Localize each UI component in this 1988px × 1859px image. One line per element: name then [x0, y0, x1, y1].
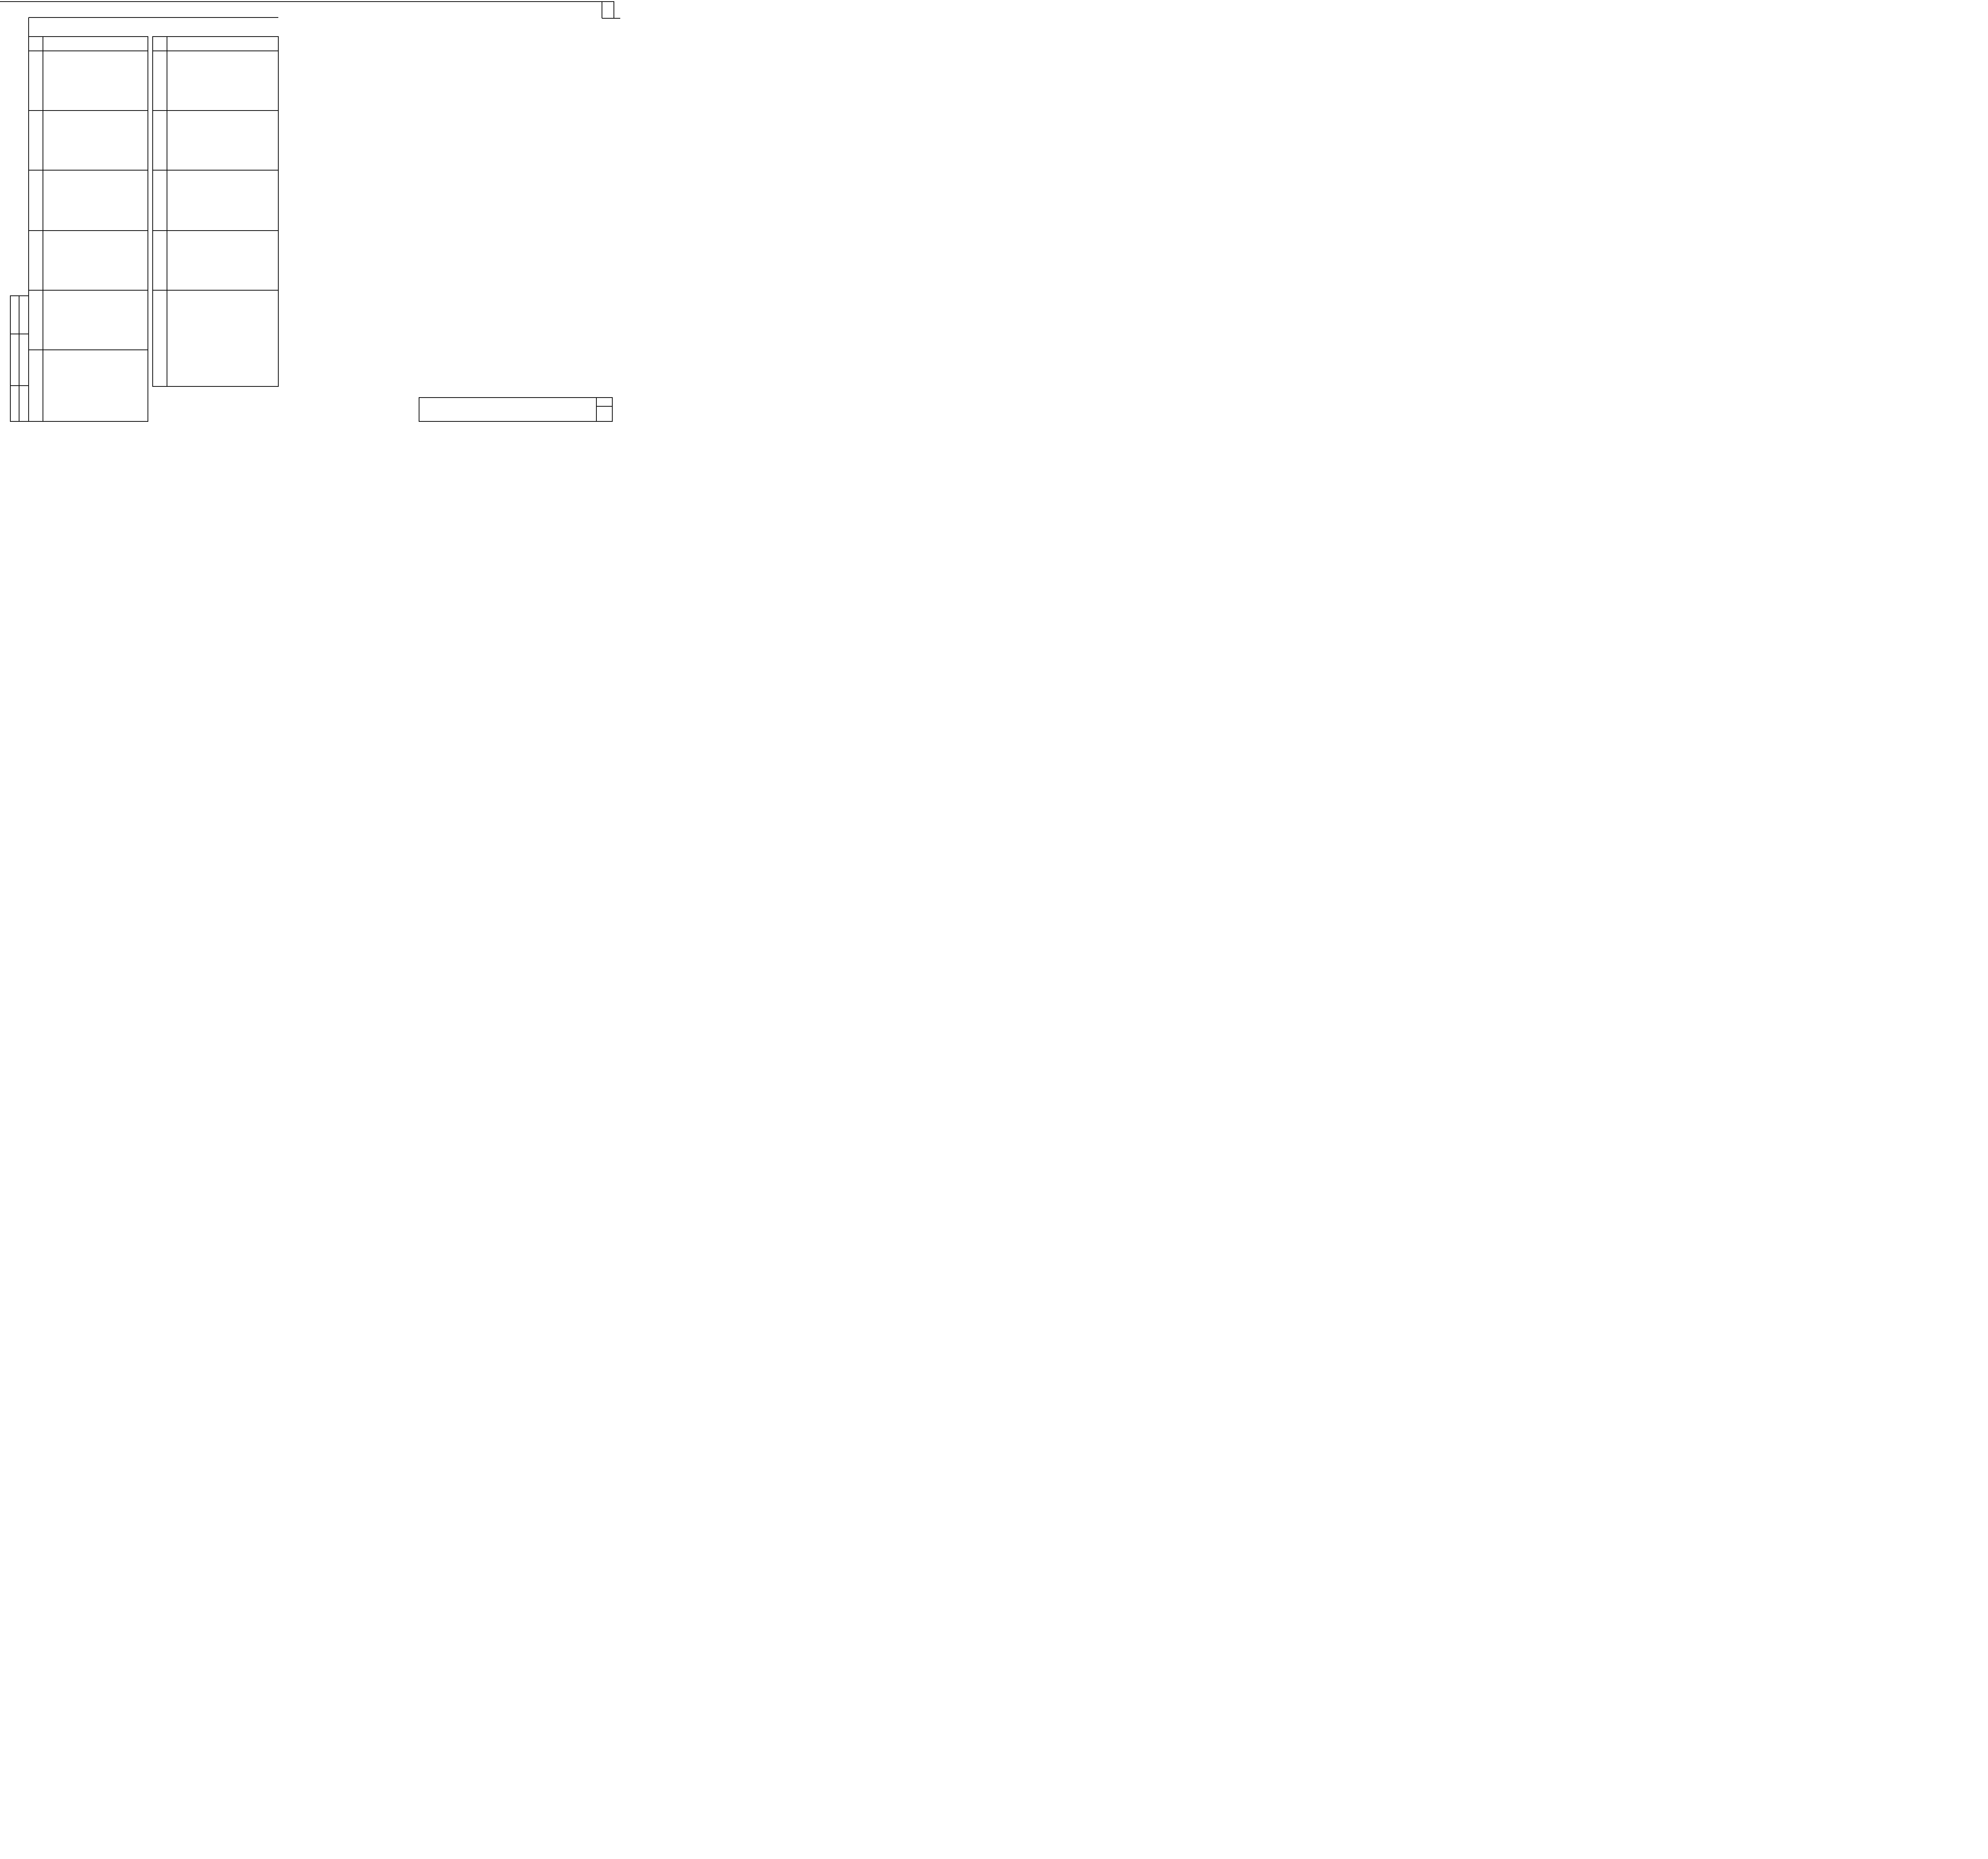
drawing-sheet	[0, 0, 622, 437]
side-stamp	[10, 296, 29, 421]
title-block	[419, 398, 612, 421]
details-table-left	[29, 17, 278, 421]
drawing-frame	[0, 2, 620, 18]
